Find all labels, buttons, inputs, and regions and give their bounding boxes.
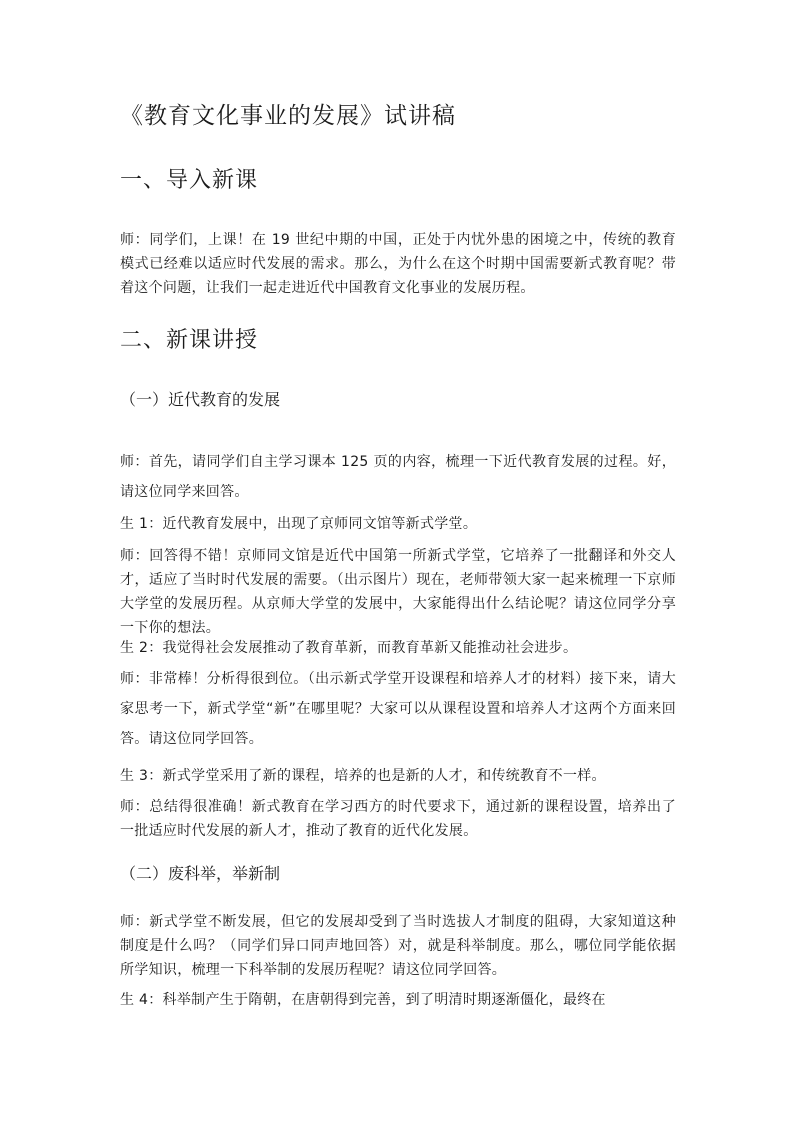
subsection-heading-abolish-exam: （二）废科举，举新制: [120, 864, 281, 883]
subsection-heading-modern-education: （一）近代教育的发展: [120, 390, 281, 409]
paragraph-teacher-5: 师：新式学堂不断发展，但它的发展却受到了当时选拔人才制度的阻碍，大家知道这种制度是什么吗？（同学们异口同声地回答）对，就是科举制度。那么，哪位同学能依据所学知识，梳理一下科举制的发展历程呢？请这位同学回答。: [120, 914, 676, 978]
paragraph-teacher-2: 师：回答得不错！京师同文馆是近代中国第一所新式学堂，它培养了一批翻译和外交人才，适应了当时时代发展的需要。（出示图片）现在，老师带领大家一起来梳理一下京师大学堂的发展历程。从京师大学堂的发展中，大家能得出什么结论呢？请这位同学分享一下你的想法。: [120, 548, 676, 636]
section-heading-lecture: 二、新课讲授: [120, 328, 259, 353]
paragraph-student-2: 生 2：我觉得社会发展推动了教育革新，而教育革新又能推动社会进步。: [120, 640, 578, 656]
paragraph-student-4: 生 4：科举制产生于隋朝，在唐朝得到完善，到了明清时期逐渐僵化，最终在: [120, 992, 606, 1008]
paragraph-student-1: 生 1：近代教育发展中，出现了京师同文馆等新式学堂。: [120, 516, 478, 532]
paragraph-teacher-1: 师：首先，请同学们自主学习课本 125 页的内容，梳理一下近代教育发展的过程。好，请这位同学来回答。: [120, 454, 676, 500]
intro-paragraph: 师：同学们，上课！在 19 世纪中期的中国，正处于内忧外患的困境之中，传统的教育模式已经难以适应时代发展的需求。那么，为什么在这个时期中国需要新式教育呢？带着这个问题，让我们一起走进近代中国教育文化事业的发展历程。: [120, 232, 676, 296]
paragraph-student-3: 生 3：新式学堂采用了新的课程，培养的也是新的人才，和传统教育不一样。: [120, 768, 606, 784]
paragraph-teacher-4: 师：总结得很准确！新式教育在学习西方的时代要求下，通过新的课程设置，培养出了一批适应时代发展的新人才，推动了教育的近代化发展。: [120, 799, 676, 839]
document-title: 《教育文化事业的发展》试讲稿: [120, 103, 456, 129]
section-heading-intro: 一、导入新课: [120, 168, 259, 193]
paragraph-teacher-3: 师：非常棒！分析得很到位。（出示新式学堂开设课程和培养人才的材料）接下来，请大家思考一下，新式学堂“新”在哪里呢？大家可以从课程设置和培养人才这两个方面来回答。请这位同学回答。: [120, 671, 676, 747]
